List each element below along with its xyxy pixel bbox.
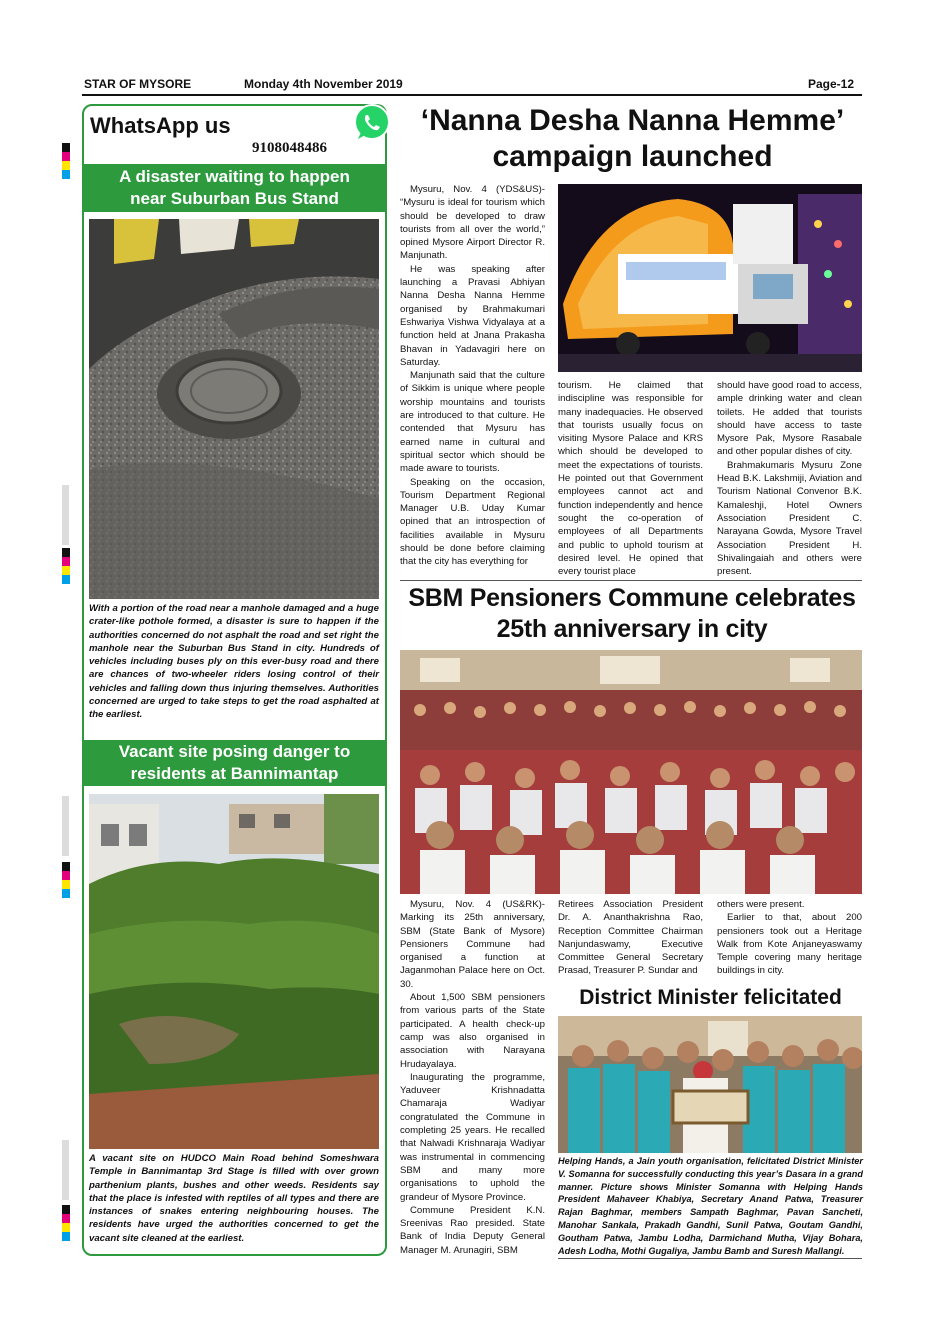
pensioners-audience-photo — [400, 650, 862, 894]
article1-headline-line1: ‘Nanna Desha Nanna Hemme’ — [420, 104, 845, 137]
article1-headline — [400, 103, 865, 175]
vacant-site-photo — [89, 794, 379, 1149]
issue-date: Monday 4th November 2019 — [244, 77, 403, 91]
header-rule — [82, 94, 862, 96]
whatsapp-number: 9108048486 — [252, 140, 327, 156]
pothole-photo — [89, 219, 379, 599]
registration-mark-middle — [62, 548, 70, 584]
article2-column3 — [717, 898, 862, 978]
article1-paragraph: He was speaking after launching a Pravasi Abhiyan Nanna Desha Nanna Hemme organised by Brahmakumari Eshwariya Vishwa Vidyalaya at a function held at Jnana Prakasha Bhavan in Yadavagiri here on Saturday. — [400, 263, 545, 368]
story1-headline-line1: A disaster waiting to happen — [119, 167, 350, 186]
story2-headline-line2: residents at Bannimantap — [130, 764, 339, 783]
section-divider — [400, 580, 862, 581]
whatsapp-label: WhatsApp us — [90, 113, 231, 138]
registration-strip — [62, 1140, 69, 1200]
article1-paragraph: tourism. He claimed that indiscipline was responsible for many inadequacies. He observed that tourists usually focus on visiting Mysore Palace and KRS which should be developed to meet the expectations of tourists. He pointed out that Government employees cannot act and function independently and hence sought the co-operation of employees of all Departments and public to uphold tourism at desired level. He opined that every tourist place — [558, 380, 703, 578]
article1-column1 — [400, 183, 545, 569]
masthead-name: STAR OF MYSORE — [84, 77, 192, 91]
article2-paragraph: others were present. — [717, 899, 805, 910]
minister-felicitation-photo — [558, 1016, 862, 1153]
article1-headline-line2: campaign launched — [492, 140, 773, 173]
article2-column2 — [558, 898, 703, 978]
article2-headline-line1: SBM Pensioners Commune celebrates — [408, 584, 856, 612]
article1-column3 — [717, 379, 862, 578]
article1-paragraph: should have good road to access, ample drinking water and clean toilets. He added that tourists should have access to taste Mysore Pak, Mysore Rasabale and other popular dishes of city. — [717, 380, 862, 458]
article2-paragraph: Mysuru, Nov. 4 (US&RK)- Marking its 25th anniversary, SBM (State Bank of Mysore) Pensioners Commune had organised a function at Jaganmohan Palace here on Oct. 30. — [400, 899, 545, 990]
article2-column1 — [400, 898, 545, 1257]
article1-column2 — [558, 379, 703, 578]
bottom-rule — [558, 1258, 862, 1259]
registration-mark-lower — [62, 862, 70, 898]
story1-headline — [84, 164, 385, 212]
story2-headline-line1: Vacant site posing danger to — [118, 742, 351, 761]
article2-paragraph: Retirees Association President Dr. A. Ananthakrishna Rao, Reception Committee Chairman Nanjundaswamy, Executive Committee General Secretary Prasad, Treasurer P. Sundar and — [558, 899, 703, 977]
article2-headline-line2: 25th anniversary in city — [496, 615, 768, 643]
article1-paragraph: Brahmakumaris Mysuru Zone Head B.K. Lakshmiji, Aviation and Tourism National Convenor B.K. Kamaleshji, Hotel Owners Association President C. Narayana Gowda, Mysore Travel Association President H. Shivalingaiah and others were present. — [717, 459, 862, 578]
story1-headline-line2: near Suburban Bus Stand — [130, 189, 339, 208]
registration-mark-bottom — [62, 1205, 70, 1241]
campaign-float-photo — [558, 184, 862, 372]
article2-paragraph: About 1,500 SBM pensioners from various parts of the State participated. A health check-up camp was also organised in association with Narayana Hrudayalaya. — [400, 992, 545, 1070]
registration-mark-top — [62, 143, 70, 179]
article2-paragraph: Earlier to that, about 200 pensioners took out a Heritage Walk from Kote Anjaneyaswamy Temple covering many heritage buildings in city. — [717, 912, 862, 977]
article3-headline: District Minister felicitated — [579, 986, 842, 1009]
article2-paragraph: Commune President K.N. Sreenivas Rao presided. State Bank of India Deputy General Manager M. Arunagiri, SBM — [400, 1204, 545, 1256]
page-number: Page-12 — [808, 77, 855, 91]
story2-headline — [84, 740, 385, 786]
registration-strip — [62, 796, 69, 856]
story1-caption: With a portion of the road near a manhole damaged and a huge crater-like pothole formed, a disaster is sure to happen if the authorities concerned do not asphalt the road and set right the manhole near the Suburban Bus Stand in city. Hundreds of vehicles including buses ply on this ever-busy road and there are chances of two-wheeler riders losing control of their vehicles and falling down thus injuring themselves. Authorities concerned are urged to take steps to get the road asphalted at the earliest. — [89, 603, 379, 721]
whatsapp-icon — [352, 103, 392, 143]
article2-headline — [398, 583, 866, 645]
registration-strip — [62, 485, 69, 545]
article2-paragraph: Inaugurating the programme, Yaduveer Krishnadatta Chamaraja Wadiyar congratulated the Commune in completing 25 years. He recalled that Nalwadi Krishnaraja Wadiyar was instrumental in commencing SBM and many more organisations to uphold the grandeur of Mysore Province. — [400, 1071, 545, 1203]
article3-caption: Helping Hands, a Jain youth organisation, felicitated District Minister V. Somanna for successfully conducting this year’s Dasara in a grand manner. Picture shows Minister Somanna with Helping Hands President Mahaveer Khabiya, Secretary Anand Patwa, Treasurer Rajan Baghmar, members Sampath Baghmar, Pavan Sancheti, Manohar Sankala, Prakadh Gandhi, Sunil Patwa, Goutam Gandhi, Goutham Patwa, Jambu Lodha, Darmichand Mutha, Vijay Bohara, Adesh Lodha, Mothi Gugaliya, Jambu Bamb and Suresh Mallangi. — [558, 1156, 863, 1256]
story2-caption: A vacant site on HUDCO Main Road behind Someshwara Temple in Bannimantap 3rd Stage is filled with over grown parthenium plants, bushes and other weeds. Residents say that the place is infested with reptiles of all types and there are instances of snakes entering neighbouring houses. The residents have urged the authorities concerned to get the vacant site cleaned at the earliest. — [89, 1153, 379, 1244]
article1-paragraph: Mysuru, Nov. 4 (YDS&US)- “Mysuru is ideal for tourism which should be developed to draw tourists from all over the world,” opined Mysore Airport Director R. Manjunath. — [400, 184, 545, 262]
article1-paragraph: Manjunath said that the culture of Sikkim is unique where people worship mountains and tourists are introduced to that culture. He contended that Mysuru has earned name in cultural and spiritual sector which should be made aware to tourists. — [400, 370, 545, 475]
article1-paragraph: Speaking on the occasion, Tourism Department Regional Manager U.B. Uday Kumar opined that an introspection of facilities available in Mysuru should be done before claiming that the city has everything for — [400, 476, 545, 568]
